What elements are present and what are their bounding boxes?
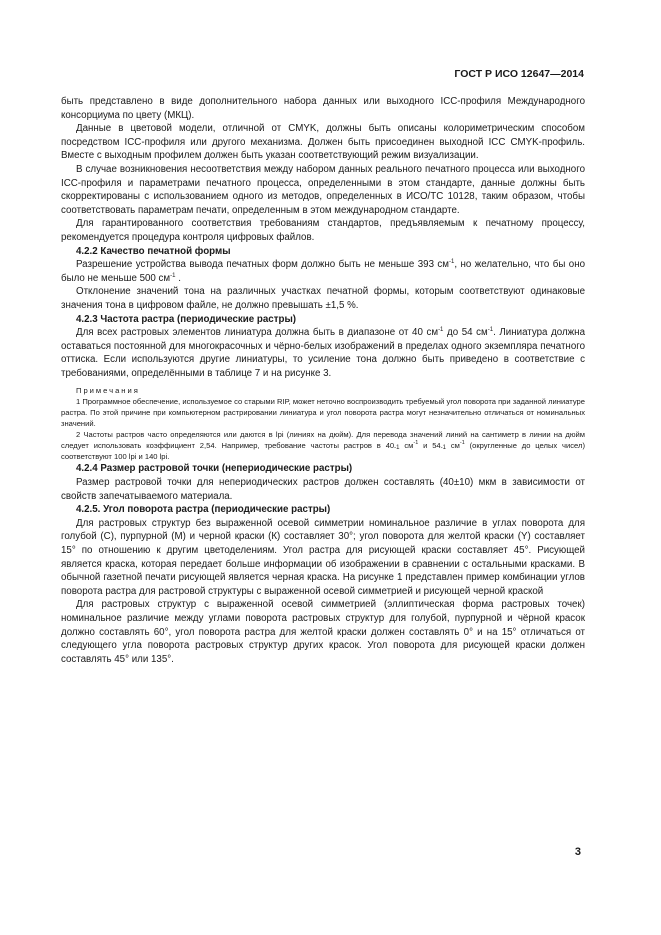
text-run: до 54 см [443, 327, 488, 339]
superscript: -1 [449, 259, 455, 266]
text-run: Для всех растровых элементов линиатура должна быть в диапазоне от 40 см [76, 327, 439, 339]
superscript: -1 [438, 327, 444, 334]
subscript: -1 [394, 445, 400, 452]
paragraph [61, 258, 585, 285]
page-content [61, 95, 585, 666]
superscript: -1 [459, 440, 465, 447]
section-heading: 4.2.5. Угол поворота растра (периодические растры) [76, 504, 331, 516]
text-run: (округленные до целых чисел) соответствуют 100 lpi и 140 lpi. [61, 441, 585, 462]
text-run: Разрешение устройства вывода печатных форм должно быть не меньше 393 см [76, 259, 450, 271]
text-run: и 54 [418, 441, 441, 451]
section-heading: 4.2.3 Частота растра (периодические растры) [76, 313, 297, 325]
note-item: 1 Программное обеспечение, используемое со старыми RIP, может неточно воспроизводить требуемый угол поворота при заданной линиатуре растра. По этой причине при компьютерном растрировании линиатура и угол поворота растра могут незначительно отличаться от номинальных значений. [61, 397, 585, 429]
paragraph [61, 326, 585, 380]
standard-header: ГОСТ Р ИСО 12647—2014 [454, 68, 584, 80]
page-number: 3 [574, 846, 581, 858]
paragraph: Отклонение значений тона на различных участках печатной формы, которым соответствуют одинаковые значения тона в цифровом файле, не должно превышать ±1,5 %. [61, 286, 585, 311]
subscript: -1 [440, 445, 446, 452]
note-item [61, 429, 585, 462]
notes-block [61, 385, 585, 462]
text-run: , но желательно, что бы оно было не меньше 500 см [61, 259, 586, 284]
paragraph: Размер растровой точки для непериодических растров должен составлять (40±10) мкм в зависимости от свойств запечатываемого материала. [61, 477, 585, 502]
text-run: см [445, 441, 460, 451]
superscript: -1 [170, 272, 176, 279]
paragraph: быть представлено в виде дополнительного набора данных или выходного ICC-профиля Международного консорциума по цвету (МКЦ). [61, 96, 585, 121]
text-run: . Линиатура должна оставаться постоянной для многокрасочных и чёрно-белых изображений в пределах одного экземпляра печатного оттиска. Если используются другие линиатуры, то усиление тона должно быть приведено в соответствие с требованиями, определёнными в таблице 7 и на рисунке 3. [61, 327, 585, 379]
superscript: -1 [413, 440, 419, 447]
paragraph: В случае возникновения несоответствия между набором данных реального печатного процесса или выходного ICC-профиля и параметрами печатного процесса, определенными в этом стандарте, данные должны быть скорректированы с использованием одного из методов, определенных в ИСО/ТС 10128, таким образом, чтобы соответствовать параметрам печати, определенным в этом международном стандарте. [61, 163, 585, 216]
paragraph: Для гарантированного соответствия требованиям стандартов, предъявляемым к печатному процессу, рекомендуется процедура контроля цифровых файлов. [61, 218, 585, 243]
notes-title: Примечания [76, 386, 140, 396]
paragraph: Для растровых структур без выраженной осевой симметрии номинальное различие в углах поворота для голубой (С), пурпурной (М) и черной краски (К) составляет 30°; угол поворота для желтой краски (Y) составляет 15° по отношению к другим цветоделениям. Угол растра для рисующей краски составляет 45°. Рисующей является краска, которая передает больше информации об изображении в сравнении с остальными красками. В обычной газетной печати рисующей является черная краска. На рисунке 1 представлен пример комбинации углов поворота растра для растровой структуры с выраженной осевой симметрией и рисующей черной краской [61, 517, 585, 597]
text-run: см [399, 441, 414, 451]
paragraph: Данные в цветовой модели, отличной от CMYK, должны быть описаны колориметрическим способом посредством ICC-профиля или другого механизма. Должен быть присоединен выходной ICC CMYK-профиль. Вместе с выходным профилем должен быть указан соответствующий режим визуализации. [61, 123, 585, 162]
superscript: -1 [487, 327, 494, 334]
text-run: 2 Частоты растров часто определяются или даются в lpi (линиях на дюйм). Для перевода значений линий на сантиметр в линии на дюйм следует использовать коэффициент 2,54. Например, требование частоты растров в 40 [61, 430, 585, 451]
section-heading: 4.2.2 Качество печатной формы [76, 245, 231, 257]
text-run: . [175, 272, 181, 284]
paragraph: Для растровых структур с выраженной осевой симметрией (эллиптическая форма растровых точек) номинальное различие между углами поворота растровых структур для голубой, пурпурной и чёрной красок должно составлять 60°, угол поворота растра для желтой краски должен составлять 0° и на 15° отличаться от следующего угла поворота растровых структур других красок. Угол поворота для рисующей краски должен составлять 45° или 135°. [61, 599, 585, 665]
section-heading: 4.2.4 Размер растровой точки (непериодические растры) [76, 463, 353, 475]
